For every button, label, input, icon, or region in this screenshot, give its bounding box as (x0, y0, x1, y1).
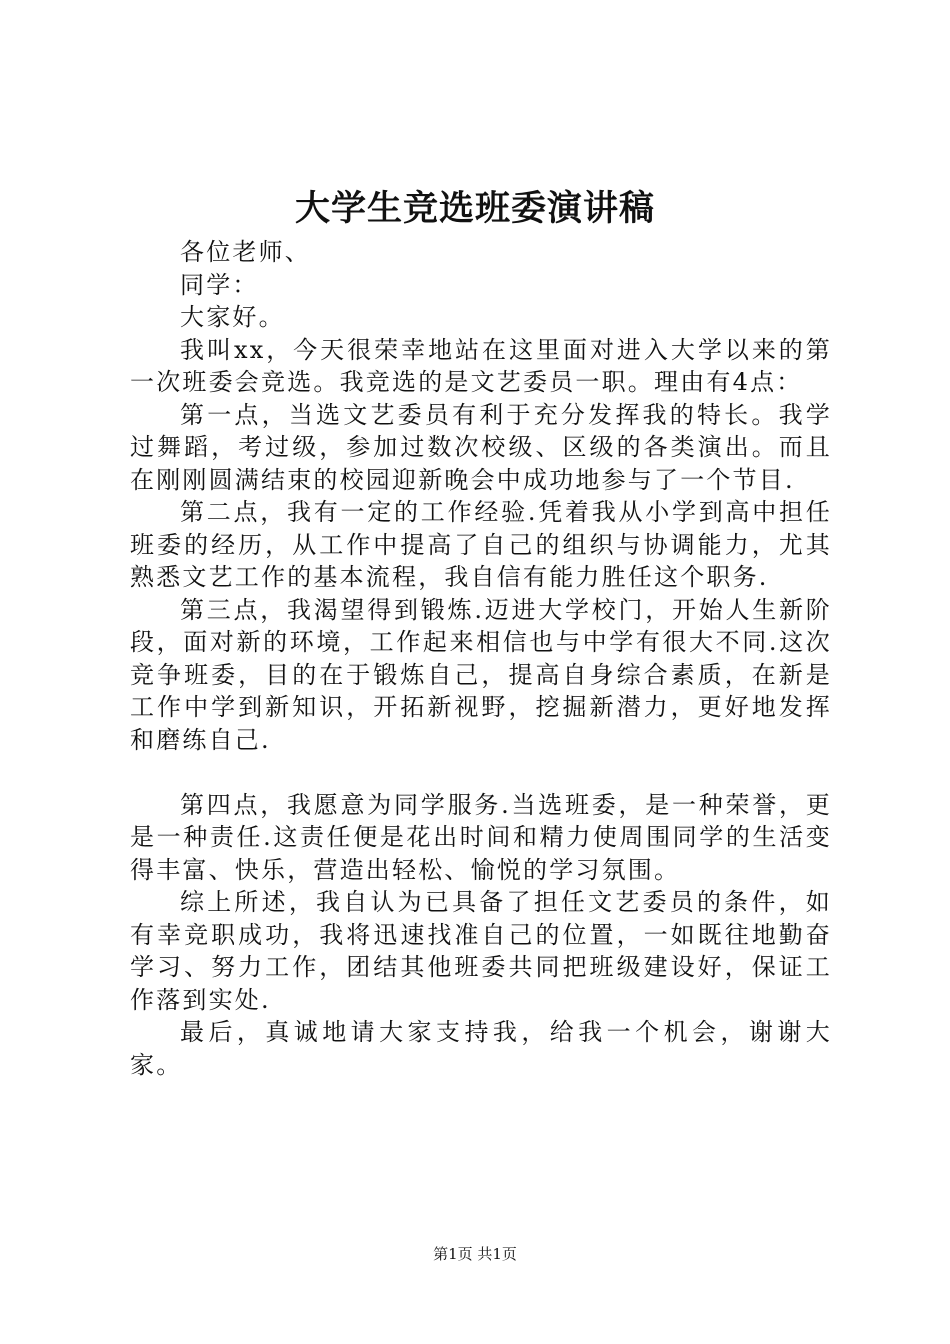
closing-paragraph: 最后，真诚地请大家支持我，给我一个机会，谢谢大家。 (130, 1018, 832, 1079)
document-body (130, 236, 832, 1081)
point-one-paragraph: 第一点，当选文艺委员有利于充分发挥我的特长。我学过舞蹈，考过级，参加过数次校级、区级的各类演出。而且在刚刚圆满结束的校园迎新晚会中成功地参与了一个节目. (130, 400, 832, 494)
point-two-paragraph: 第二点，我有一定的工作经验.凭着我从小学到高中担任班委的经历，从工作中提高了自己的组织与协调能力，尤其熟悉文艺工作的基本流程，我自信有能力胜任这个职务. (130, 498, 832, 591)
greeting-line-3: 大家好。 (180, 303, 285, 331)
page-footer: 第1页 共1页 (433, 1245, 517, 1263)
point-four-paragraph: 第四点，我愿意为同学服务.当选班委，是一种荣誉，更是一种责任.这责任便是花出时间和精力使周围同学的生活变得丰富、快乐，营造出轻松、愉悦的学习氛围。 (130, 790, 832, 884)
summary-paragraph: 综上所述，我自认为已具备了担任文艺委员的条件，如有幸竞职成功，我将迅速找准自己的位置，一如既往地勤奋学习、努力工作，团结其他班委共同把班级建设好，保证工作落到实处. (130, 888, 832, 1014)
document-title: 大学生竞选班委演讲稿 (294, 188, 655, 229)
greeting-line-2: 同学： (180, 270, 259, 299)
intro-paragraph: 我叫xx，今天很荣幸地站在这里面对进入大学以来的第一次班委会竞选。我竞选的是文艺委员一职。理由有4点： (130, 335, 832, 396)
point-three-paragraph: 第三点，我渴望得到锻炼.迈进大学校门，开始人生新阶段，面对新的环境，工作起来相信也与中学有很大不同.这次竞争班委，目的在于锻炼自己，提高自身综合素质，在新是工作中学到新知识，开拓新视野，挖掘新潜力，更好地发挥和磨练自己. (130, 595, 832, 754)
greeting-line-1: 各位老师、 (180, 238, 311, 266)
